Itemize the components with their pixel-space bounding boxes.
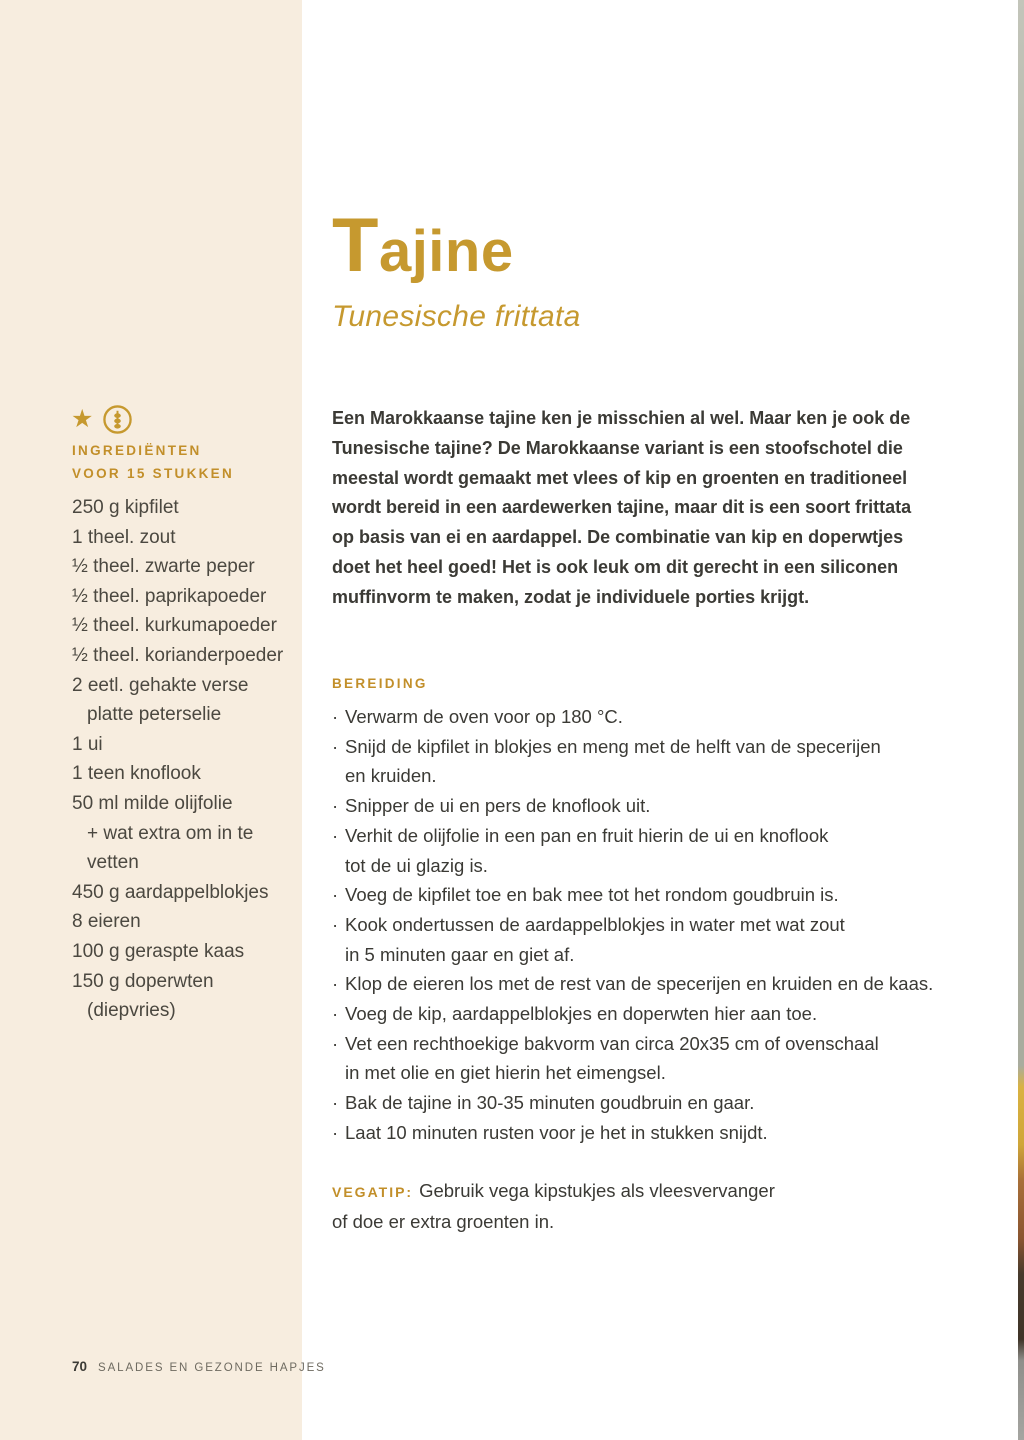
step-text-line: Laat 10 minuten rusten voor je het in stukken snijdt. [345,1121,768,1143]
page-footer [72,1359,326,1374]
ingredient-line: 250 g kipfilet [72,497,179,518]
ingredients-heading-line2: VOOR 15 STUKKEN [72,466,235,481]
page-number: 70 [72,1359,88,1374]
step-text [345,1029,879,1088]
preparation-step [332,732,933,791]
ingredient-line: 150 g doperwten [72,970,214,992]
recipe-category-icons [71,403,133,435]
skewer-snack-icon [102,404,133,435]
preparation-step [332,910,933,969]
preparation-heading: BEREIDING [332,676,428,691]
step-bullet: · [332,795,339,817]
ingredients-heading-line1: INGREDIËNTEN [72,443,202,458]
step-text [345,1088,754,1118]
step-text [345,732,881,791]
step-text-line: Kook ondertussen de aardappelblokjes in water met wat zout [345,913,845,935]
preparation-step [332,702,933,732]
step-text [345,1118,768,1148]
intro-paragraph [332,404,911,613]
intro-line: meestal wordt gemaakt met vlees of kip en groenten en traditioneel [332,467,908,488]
recipe-title [332,203,581,292]
vegatip-text-line1: Gebruik vega kipstukjes als vleesvervanger [419,1180,775,1201]
step-bullet: · [332,824,339,846]
step-text-line: tot de ui glazig is. [345,854,488,876]
page-edge-photo-sliver [1018,0,1024,1440]
preparation-step [332,999,933,1029]
ingredient-line: ½ theel. kurkumapoeder [72,615,277,637]
ingredient-line: 1 theel. zout [72,526,176,548]
step-text-line: Voeg de kip, aardappelblokjes en doperwten hier aan toe. [345,1003,818,1025]
ingredient-line: + wat extra om in te [87,822,254,844]
step-text-line: Snijd de kipfilet in blokjes en meng met de helft van de specerijen [345,735,881,757]
ingredients-heading [72,439,234,485]
ingredient-line: 450 g aardappelblokjes [72,881,269,903]
ingredient-line: ½ theel. korianderpoeder [72,644,284,666]
preparation-step [332,1029,933,1088]
ingredient-line: 8 eieren [72,911,141,933]
intro-line: Een Marokkaanse tajine ken je misschien al wel. Maar ken je ook de [332,408,911,428]
vegatip [332,1176,775,1237]
step-bullet: · [332,1121,339,1143]
star-icon: ★ [71,404,94,433]
ingredient-line: 50 ml milde olijfolie [72,792,233,814]
step-text-line: Verwarm de oven voor op 180 °C. [345,706,623,727]
ingredient-line: ½ theel. paprikapoeder [72,585,267,607]
vegatip-line1 [332,1176,775,1207]
preparation-steps [332,702,933,1148]
preparation-step [332,821,933,880]
title-block [332,203,581,334]
step-text [345,999,817,1029]
step-text [345,702,623,732]
footer-section-title: SALADES EN GEZONDE HAPJES [98,1362,326,1374]
step-bullet: · [332,706,339,727]
preparation-step [332,880,933,910]
recipe-title-rest: ajine [378,219,514,284]
step-text-line: en kruiden. [345,765,437,787]
recipe-main [302,0,1024,1440]
ingredient-line: 1 ui [72,733,103,755]
ingredient-line: ½ theel. zwarte peper [72,556,255,578]
ingredient-line: vetten [87,852,139,874]
step-text [345,910,845,969]
intro-line: Tunesische tajine? De Marokkaanse variant is een stoofschotel die [332,437,903,458]
step-text-line: Voeg de kipfilet toe en bak mee tot het rondom goudbruin is. [345,884,839,906]
recipe-subtitle: Tunesische frittata [332,300,581,333]
step-text-line: Snipper de ui en pers de knoflook uit. [345,795,651,817]
ingredients-sidebar [0,0,302,1440]
step-text [345,821,828,880]
step-text-line: Klop de eieren los met de rest van de specerijen en kruiden en de kaas. [345,973,934,995]
preparation-step [332,1088,933,1118]
step-bullet: · [332,735,339,757]
step-bullet: · [332,1092,339,1114]
ingredients-list [72,493,283,1026]
vegatip-text-line2: of doe er extra groenten in. [332,1211,555,1232]
intro-line: op basis van ei en aardappel. De combinatie van kip en doperwtjes [332,527,904,548]
intro-line: wordt bereid in een aardewerken tajine, maar dit is een soort frittata [332,497,912,518]
preparation-section [332,676,933,1148]
step-text-line: in 5 minuten gaar en giet af. [345,943,575,965]
preparation-step [332,969,933,999]
vegatip-label: VEGATIP: [332,1184,414,1200]
step-bullet: · [332,1003,339,1025]
step-bullet: · [332,973,339,995]
step-bullet: · [332,1032,339,1054]
step-text-line: Verhit de olijfolie in een pan en fruit hierin de ui en knoflook [345,824,829,846]
intro-line: muffinvorm te maken, zodat je individuele porties krijgt. [332,586,810,607]
recipe-title-initial: T [332,203,379,288]
step-bullet: · [332,884,339,906]
step-text [345,791,650,821]
step-text-line: Vet een rechthoekige bakvorm van circa 20x35 cm of ovenschaal [345,1032,879,1054]
ingredient-line: 100 g geraspte kaas [72,940,245,962]
step-bullet: · [332,913,339,935]
preparation-step [332,1118,933,1148]
ingredient-line: 2 eetl. gehakte verse [72,674,249,696]
ingredient-line: 1 teen knoflook [72,763,201,785]
ingredient-line: (diepvries) [87,1000,176,1022]
preparation-step [332,791,933,821]
step-text [345,880,839,910]
intro-line: doet het heel goed! Het is ook leuk om dit gerecht in een siliconen [332,556,899,577]
step-text-line: Bak de tajine in 30-35 minuten goudbruin en gaar. [345,1092,755,1114]
step-text [345,969,933,999]
step-text-line: in met olie en giet hierin het eimengsel. [345,1062,666,1084]
ingredient-line: platte peterselie [87,704,222,726]
